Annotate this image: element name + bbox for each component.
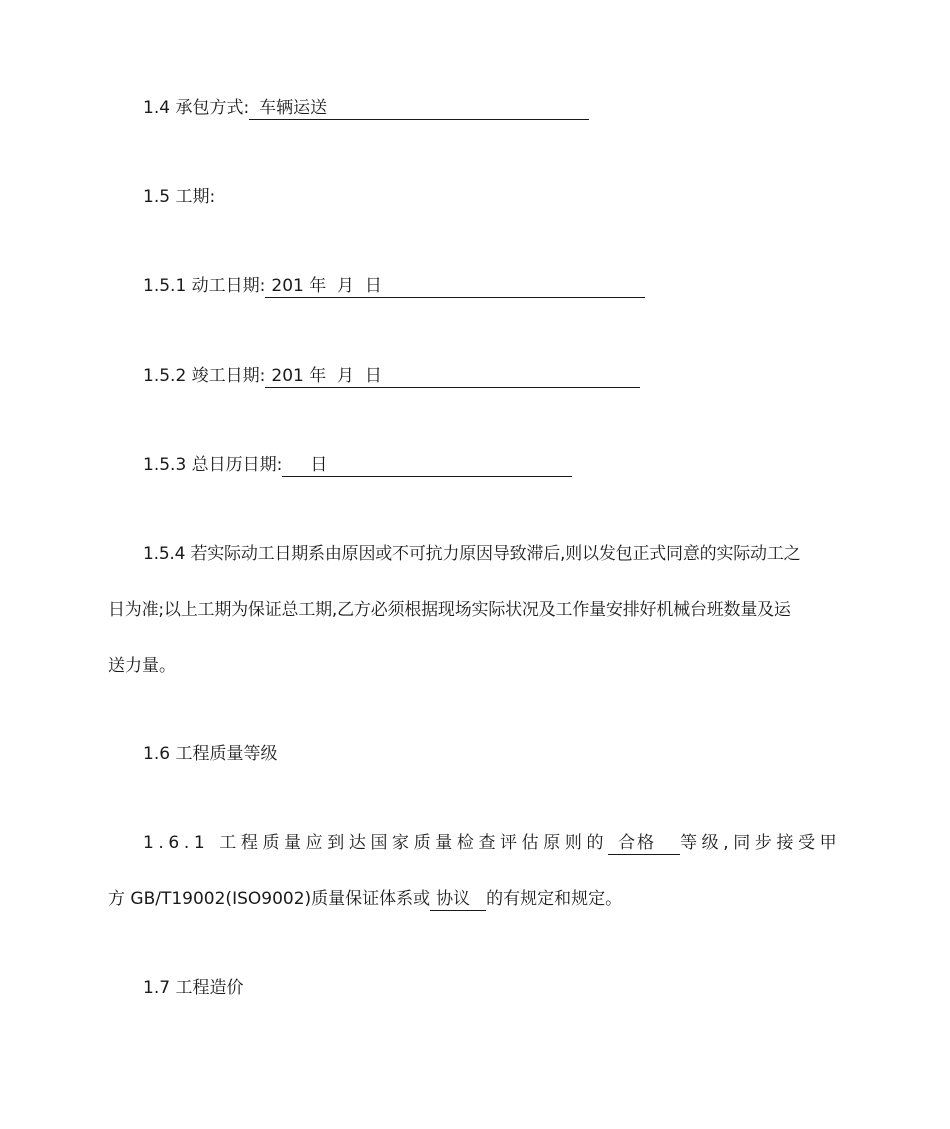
cost-heading: 1.7 工程造价 — [143, 978, 244, 998]
total-days-line — [143, 453, 572, 477]
quality-clause-line-1 — [143, 831, 841, 855]
contract-mode-value: 车辆运送 — [249, 97, 589, 120]
quality-clause-text-2: 等级,同步接受甲 — [680, 833, 842, 853]
delay-clause-line-3: 送力量。 — [108, 656, 176, 676]
delay-clause-line-2: 日为准;以上工期为保证总工期,乙方必须根据现场实际状况及工作量安排好机械台班数量及运 — [108, 600, 791, 620]
end-date-value: 201 年 月 日 — [265, 365, 640, 388]
total-days-value: 日 — [282, 454, 572, 477]
quality-grade-value: 合格 — [608, 832, 680, 855]
start-date-value: 201 年 月 日 — [265, 275, 645, 298]
end-date-line — [143, 364, 640, 388]
end-date-label: 1.5.2 竣工日期: — [143, 366, 266, 386]
start-date-label: 1.5.1 动工日期: — [143, 276, 266, 296]
period-heading: 1.5 工期: — [143, 187, 216, 207]
agreement-value: 协议 — [430, 888, 486, 911]
delay-clause-line-1: 1.5.4 若实际动工日期系由原因或不可抗力原因导致滞后,则以发包正式同意的实际动工之 — [143, 544, 801, 564]
quality-heading: 1.6 工程质量等级 — [143, 744, 278, 764]
start-date-line — [143, 274, 645, 298]
total-days-label: 1.5.3 总日历日期: — [143, 455, 283, 475]
contract-mode-line — [143, 96, 589, 120]
quality-clause-line-2 — [108, 887, 622, 911]
quality-clause-text-4: 的有规定和规定。 — [486, 889, 623, 909]
contract-mode-label: 1.4 承包方式: — [143, 98, 250, 118]
quality-clause-text-1: 1.6.1 工程质量应到达国家质量检查评估原则的 — [143, 833, 609, 853]
quality-clause-text-3: 方 GB/T19002(ISO9002)质量保证体系或 — [108, 889, 431, 909]
